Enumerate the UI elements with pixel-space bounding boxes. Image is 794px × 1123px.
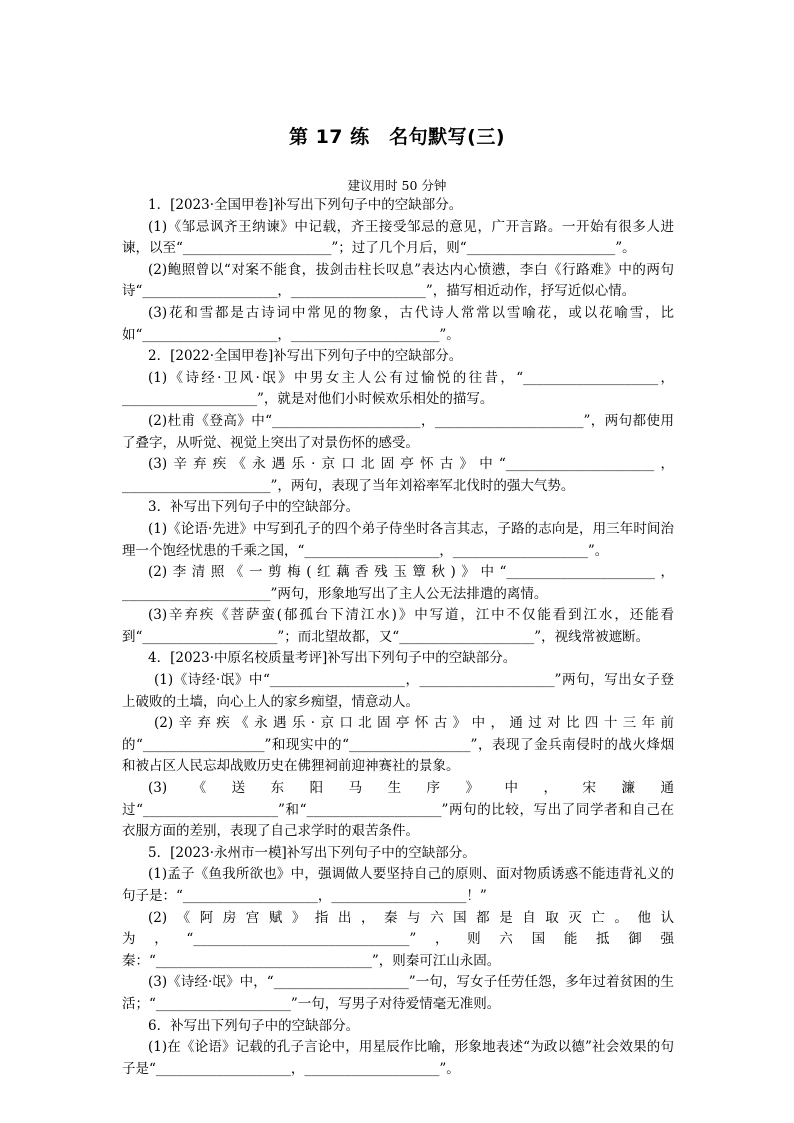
question-1-item-3: (3)花和雪都是古诗词中常见的物象，古代诗人常常以雪喻花，或以花喻雪，比如“____________________，______________________”。 [122,304,674,343]
question-5-item-2: (2)《阿房宫赋》指出，秦与六国都是自取灭亡。他认为，“________________________________”，则六国能抵御强秦：“________________________________”，则秦可江山永固。 [122,909,674,969]
question-4-item-1: (1)《诗经·氓》中“____________________，____________________”两句，写出女子登上破败的土墙，向心上人的家乡痴望，情意动人。 [122,672,674,710]
question-4-heading: 4．[2023·中原名校质量考评]补写出下列句子中的空缺部分。 [148,650,517,667]
question-3-heading: 3．补写出下列句子中的空缺部分。 [148,499,360,516]
question-1-item-1: (1)《邹忌讽齐王纳谏》中记载，齐王接受邹忌的意见，广开言路。一开始有很多人进谏，以至“______________________”；过了几个月后，则“______________________”。 [122,218,674,257]
question-1-item-2: (2)鲍照曾以“对案不能食，拔剑击柱长叹息”表达内心愤懑，李白《行路难》中的两句诗“____________________，____________________”，描写相近动作，抒写近似心情。 [122,261,674,300]
question-2-item-2: (2)杜甫《登高》中“______________________，______________________”，两句都使用了叠字，从听觉、视觉上突出了对景伤怀的感受。 [122,412,674,451]
question-3-item-2: (2)李清照《一剪梅(红藕香残玉簟秋)》中“______________________，______________________”两句，形象地写出了主人公无法排遣的离情。 [122,564,674,602]
question-5-item-1: (1)孟子《鱼我所欲也》中，强调做人要坚持自己的原则、面对物质诱惑不能违背礼义的句子是：“____________________，____________________！” [122,866,674,904]
question-4-item-3: (3)《送东阳马生序》中，宋濂通过“____________________”和“____________________”两句的比较，写出了同学者和自己在衣服方面的差别，表现了自己求学时的艰苦条件。 [122,780,674,840]
question-2-item-1: (1)《诗经·卫风·氓》中男女主人公有过愉悦的往昔，“____________________，____________________”，就是对他们小时候欢乐相处的描写。 [122,369,674,408]
question-6-item-1: (1)在《论语》记载的孔子言论中，用星辰作比喻，形象地表述“为政以德”社会效果的句子是“____________________，____________________”。 [122,1039,674,1077]
question-2-heading: 2．[2022·全国甲卷]补写出下列句子中的空缺部分。 [148,348,463,365]
suggested-time: 建议用时 50 分钟 [347,178,447,193]
question-1-heading: 1．[2023·全国甲卷]补写出下列句子中的空缺部分。 [148,197,463,213]
page-title: 第 17 练 名句默写(三) [288,126,506,148]
question-4-item-2: (2)辛弃疾《永遇乐·京口北固亭怀古》中，通过对比四十三年前的“__________________”和现实中的“__________________”，表现了金兵南侵时的战火烽烟和被占区人民忘却战败历史在佛狸祠前迎神赛社的景象。 [122,715,674,775]
question-5-item-3: (3)《诗经·氓》中，“____________________”一句，写女子任劳任怨，多年过着贫困的生活；“____________________”一句，写男子对待爱情毫无准则。 [122,974,674,1012]
question-2-item-3: (3)辛弃疾《永遇乐·京口北固亭怀古》中“______________________，______________________”，两句，表现了当年刘裕率军北伐时的强大气势。 [122,456,674,494]
question-3-item-1: (1)《论语·先进》中写到孔子的四个弟子侍坐时各言其志，子路的志向是，用三年时间治理一个饱经忧患的千乘之国，“____________________，____________________”。 [122,520,674,559]
question-3-item-3: (3)辛弃疾《菩萨蛮(郁孤台下清江水)》中写道，江中不仅能看到江水，还能看到“____________________”；而北望故都，又“____________________”，视线常被遮断。 [122,607,674,645]
question-5-heading: 5．[2023·永州市一模]补写出下列句子中的空缺部分。 [148,844,476,861]
question-content [122,195,674,1080]
question-6-heading: 6．补写出下列句子中的空缺部分。 [148,1017,360,1034]
